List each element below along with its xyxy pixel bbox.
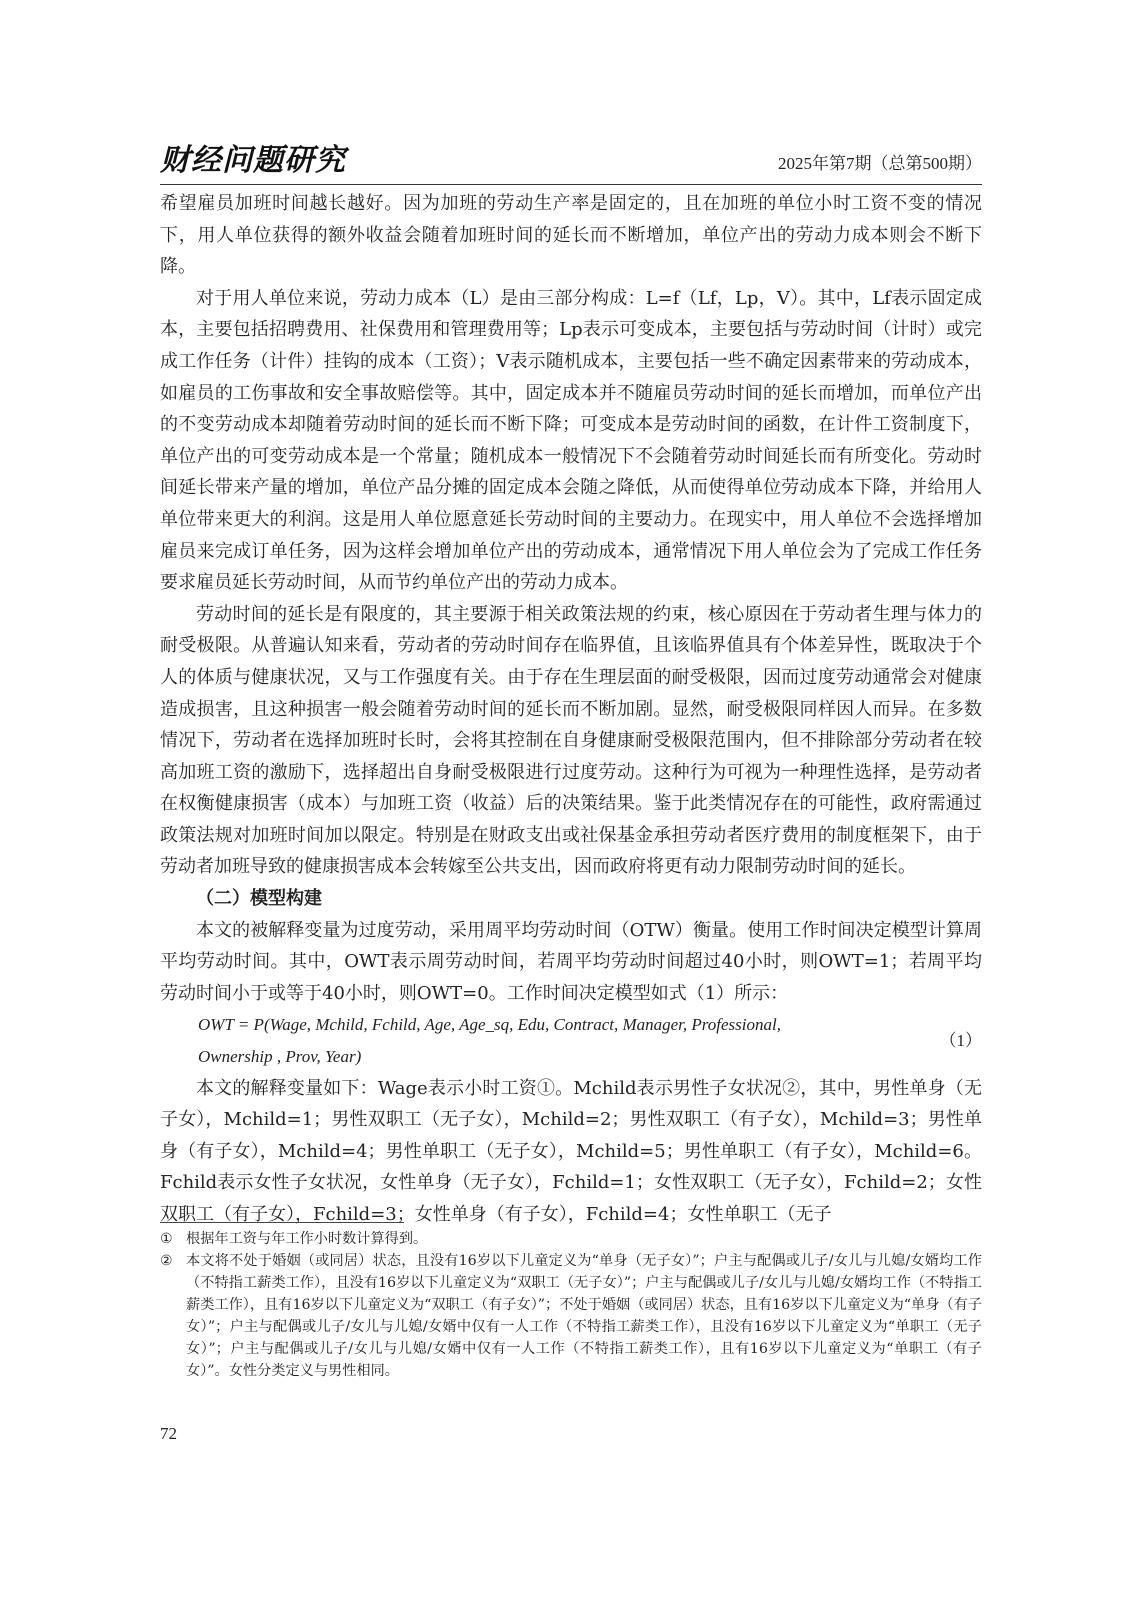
footnote-2	[160, 1250, 982, 1382]
equation-line-1: OWT = P(Wage, Mchild, Fchild, Age, Age_sq, Edu, Contract, Manager, Professional,	[198, 1015, 781, 1035]
footnote-1	[160, 1228, 982, 1250]
section-heading: （二）模型构建	[196, 888, 322, 910]
footnote-mark: ①	[160, 1231, 173, 1247]
paragraph-1: 希望雇员加班时间越长越好。因为加班的劳动生产率是固定的，且在加班的单位小时工资不变的情况下，用人单位获得的额外收益会随着加班时间的延长而不断增加，单位产出的劳动力成本则会不断下降。	[160, 193, 982, 278]
equation-line-2: Ownership , Prov, Year)	[198, 1047, 362, 1067]
footnote-separator	[160, 1222, 404, 1223]
article-body	[160, 188, 982, 1231]
footnotes	[160, 1228, 982, 1382]
issue-info: 2025年第7期（总第500期）	[778, 154, 982, 173]
equation-number: （1）	[939, 1031, 982, 1051]
paragraph-2: 对于用人单位来说，劳动力成本（L）是由三部分构成：L=f（Lf，Lp，V）。其中，Lf表示固定成本，主要包括招聘费用、社保费用和管理费用等；Lp表示可变成本，主要包括与劳动时间（计时）或完成工作任务（计件）挂钩的成本（工资）；V表示随机成本，主要包括一些不确定因素带来的劳动成本，如雇员的工伤事故和安全事故赔偿等。其中，固定成本并不随雇员劳动时间的延长而增加，而单位产出的不变劳动成本却随着劳动时间的延长而不断下降；可变成本是劳动时间的函数，在计件工资制度下，单位产出的可变劳动成本是一个常量；随机成本一般情况下不会随着劳动时间延长而有所变化。劳动时间延长带来产量的增加，单位产品分摊的固定成本会随之降低，从而使得单位劳动成本下降，并给用人单位带来更大的利润。这是用人单位愿意延长劳动时间的主要动力。在现实中，用人单位不会选择增加雇员来完成订单任务，因为这样会增加单位产出的劳动成本，通常情况下用人单位会为了完成工作任务要求雇员延长劳动时间，从而节约单位产出的劳动力成本。	[160, 287, 982, 594]
paragraph-5: 本文的解释变量如下：Wage表示小时工资①。Mchild表示男性子女状况②，其中，男性单身（无子女），Mchild=1；男性双职工（无子女），Mchild=2；男性双职工（有子女），Mchild=3；男性单身（有子女），Mchild=4；男性单职工（无子女），Mchild=5；男性单职工（有子女），Mchild=6。Fchild表示女性子女状况，女性单身（无子女），Fchild=1；女性双职工（无子女），Fchild=2；女性双职工（有子女），Fchild=3；女性单身（有子女），Fchild=4；女性单职工（无子	[160, 1077, 982, 1225]
page-number: 72	[160, 1424, 177, 1443]
paragraph-3: 劳动时间的延长是有限度的，其主要源于相关政策法规的约束，核心原因在于劳动者生理与体力的耐受极限。从普遍认知来看，劳动者的劳动时间存在临界值，且该临界值具有个体差异性，既取决于个人的体质与健康状况，又与工作强度有关。由于存在生理层面的耐受极限，因而过度劳动通常会对健康造成损害，且这种损害一般会随着劳动时间的延长而不断加剧。显然，耐受极限同样因人而异。在多数情况下，劳动者在选择加班时长时，会将其控制在自身健康耐受极限范围内，但不排除部分劳动者在较高加班工资的激励下，选择超出自身耐受极限进行过度劳动。这种行为可视为一种理性选择，是劳动者在权衡健康损害（成本）与加班工资（收益）后的决策结果。鉴于此类情况存在的可能性，政府需通过政策法规对加班时间加以限定。特别是在财政支出或社保基金承担劳动者医疗费用的制度框架下，由于劳动者加班导致的健康损害成本会转嫁至公共支出，因而政府将更有动力限制劳动时间的延长。	[160, 603, 982, 878]
paragraph-4: 本文的被解释变量为过度劳动，采用周平均劳动时间（OTW）衡量。使用工作时间决定模型计算周平均劳动时间。其中，OWT表示周劳动时间，若周平均劳动时间超过40小时，则OWT=1；若周平均劳动时间小于或等于40小时，则OWT=0。工作时间决定模型如式（1）所示：	[160, 919, 982, 1004]
journal-title-logo: 财经问题研究	[160, 143, 346, 178]
footnote-mark: ②	[160, 1253, 173, 1269]
footnote-text: 本文将不处于婚姻（或同居）状态，且没有16岁以下儿童定义为“单身（无子女）”；户主与配偶或儿子/女儿与儿媳/女婿均工作（不特指工薪类工作），且没有16岁以下儿童定义为“双职工（无子女）”；户主与配偶或儿子/女儿与儿媳/女婿均工作（不特指工薪类工作），且有16岁以下儿童定义为“双职工（有子女）”；不处于婚姻（或同居）状态，且有16岁以下儿童定义为“单身（有子女）”；户主与配偶或儿子/女儿与儿媳/女婿中仅有一人工作（不特指工薪类工作），且没有16岁以下儿童定义为“单职工（无子女）”；户主与配偶或儿子/女儿与儿媳/女婿中仅有一人工作（不特指工薪类工作），且有16岁以下儿童定义为“单职工（有子女）”。女性分类定义与男性相同。	[186, 1253, 982, 1379]
footnote-text: 根据年工资与年工作小时数计算得到。	[186, 1231, 428, 1247]
running-header	[160, 142, 982, 185]
equation-1	[160, 1009, 982, 1072]
